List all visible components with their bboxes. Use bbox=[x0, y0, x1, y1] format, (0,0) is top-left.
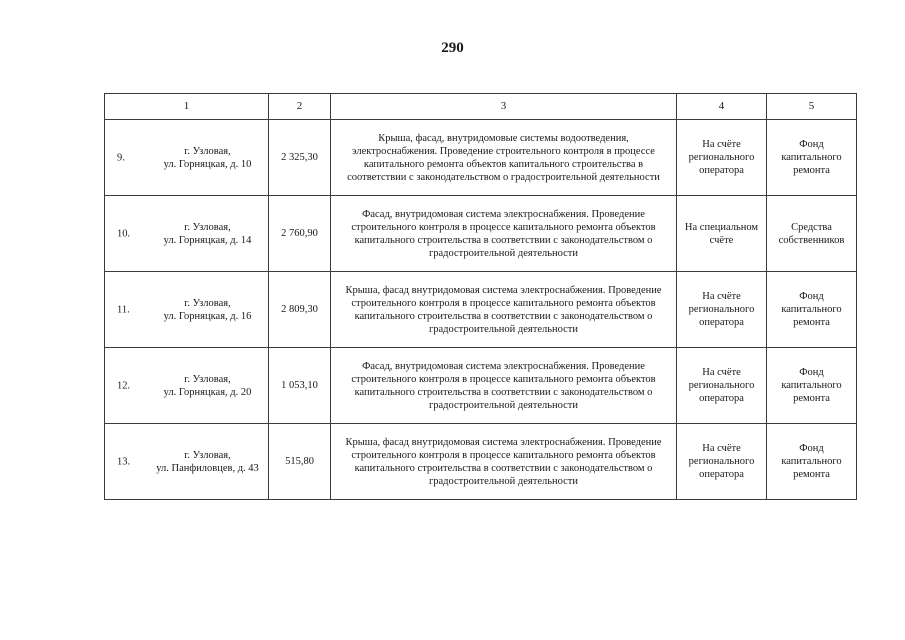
row-number: 10. bbox=[117, 228, 131, 239]
area-cell: 2 325,30 bbox=[269, 120, 331, 196]
table-row bbox=[105, 348, 857, 424]
table-row bbox=[105, 196, 857, 272]
row-number: 12. bbox=[117, 380, 131, 391]
column-header-3: 3 bbox=[331, 94, 677, 120]
address-cell bbox=[105, 424, 269, 500]
address-city: г. Узловая, bbox=[184, 373, 231, 385]
table-row bbox=[105, 424, 857, 500]
address-city: г. Узловая, bbox=[184, 449, 231, 461]
row-number: 11. bbox=[117, 304, 130, 315]
row-number: 13. bbox=[117, 456, 131, 467]
fund-cell: Фонд капитального ремонта bbox=[767, 272, 857, 348]
table-row bbox=[105, 272, 857, 348]
address-cell bbox=[105, 120, 269, 196]
address-city: г. Узловая, bbox=[184, 221, 231, 233]
area-cell: 515,80 bbox=[269, 424, 331, 500]
page-number: 290 bbox=[441, 40, 464, 56]
works-cell: Крыша, фасад внутридомовая система электроснабжения. Проведение строительного контроля в процессе капитального ремонта объектов капитального строительства в соответствии с законодательством о градостроительной деятельности bbox=[331, 424, 677, 500]
row-number: 9. bbox=[117, 152, 125, 163]
address-cell bbox=[105, 348, 269, 424]
address-street: ул. Панфиловцев, д. 43 bbox=[156, 462, 259, 474]
account-cell: На счёте регионального оператора bbox=[677, 424, 767, 500]
address-cell bbox=[105, 196, 269, 272]
works-cell: Крыша, фасад внутридомовая система электроснабжения. Проведение строительного контроля в процессе капитального ремонта объектов капитального строительства в соответствии с законодательством о градостроительной деятельности bbox=[331, 272, 677, 348]
repair-program-table bbox=[104, 93, 857, 500]
column-header-2: 2 bbox=[269, 94, 331, 120]
works-cell: Крыша, фасад, внутридомовые системы водоотведения, электроснабжения. Проведение строительного контроля в процессе капитального ремонта объектов капитального строительства в соответствии с законодательством о градостроительной деятельности bbox=[331, 120, 677, 196]
account-cell: На счёте регионального оператора bbox=[677, 272, 767, 348]
fund-cell: Фонд капитального ремонта bbox=[767, 120, 857, 196]
column-header-1: 1 bbox=[105, 94, 269, 120]
account-cell: На специальном счёте bbox=[677, 196, 767, 272]
area-cell: 2 760,90 bbox=[269, 196, 331, 272]
address-cell bbox=[105, 272, 269, 348]
address-city: г. Узловая, bbox=[184, 297, 231, 309]
fund-cell: Средства собственников bbox=[767, 196, 857, 272]
account-cell: На счёте регионального оператора bbox=[677, 348, 767, 424]
column-header-4: 4 bbox=[677, 94, 767, 120]
address-street: ул. Горняцкая, д. 14 bbox=[163, 234, 252, 246]
address-street: ул. Горняцкая, д. 20 bbox=[163, 386, 252, 398]
address-city: г. Узловая, bbox=[184, 145, 231, 157]
area-cell: 1 053,10 bbox=[269, 348, 331, 424]
works-cell: Фасад, внутридомовая система электроснабжения. Проведение строительного контроля в процессе капитального ремонта объектов капитального строительства в соответствии с законодательством о градостроительной деятельности bbox=[331, 348, 677, 424]
account-cell: На счёте регионального оператора bbox=[677, 120, 767, 196]
area-cell: 2 809,30 bbox=[269, 272, 331, 348]
address-street: ул. Горняцкая, д. 10 bbox=[163, 158, 252, 170]
fund-cell: Фонд капитального ремонта bbox=[767, 424, 857, 500]
column-header-5: 5 bbox=[767, 94, 857, 120]
fund-cell: Фонд капитального ремонта bbox=[767, 348, 857, 424]
header-row bbox=[105, 94, 857, 120]
address-street: ул. Горняцкая, д. 16 bbox=[163, 310, 252, 322]
works-cell: Фасад, внутридомовая система электроснабжения. Проведение строительного контроля в процессе капитального ремонта объектов капитального строительства в соответствии с законодательством о градостроительной деятельности bbox=[331, 196, 677, 272]
table-row bbox=[105, 120, 857, 196]
